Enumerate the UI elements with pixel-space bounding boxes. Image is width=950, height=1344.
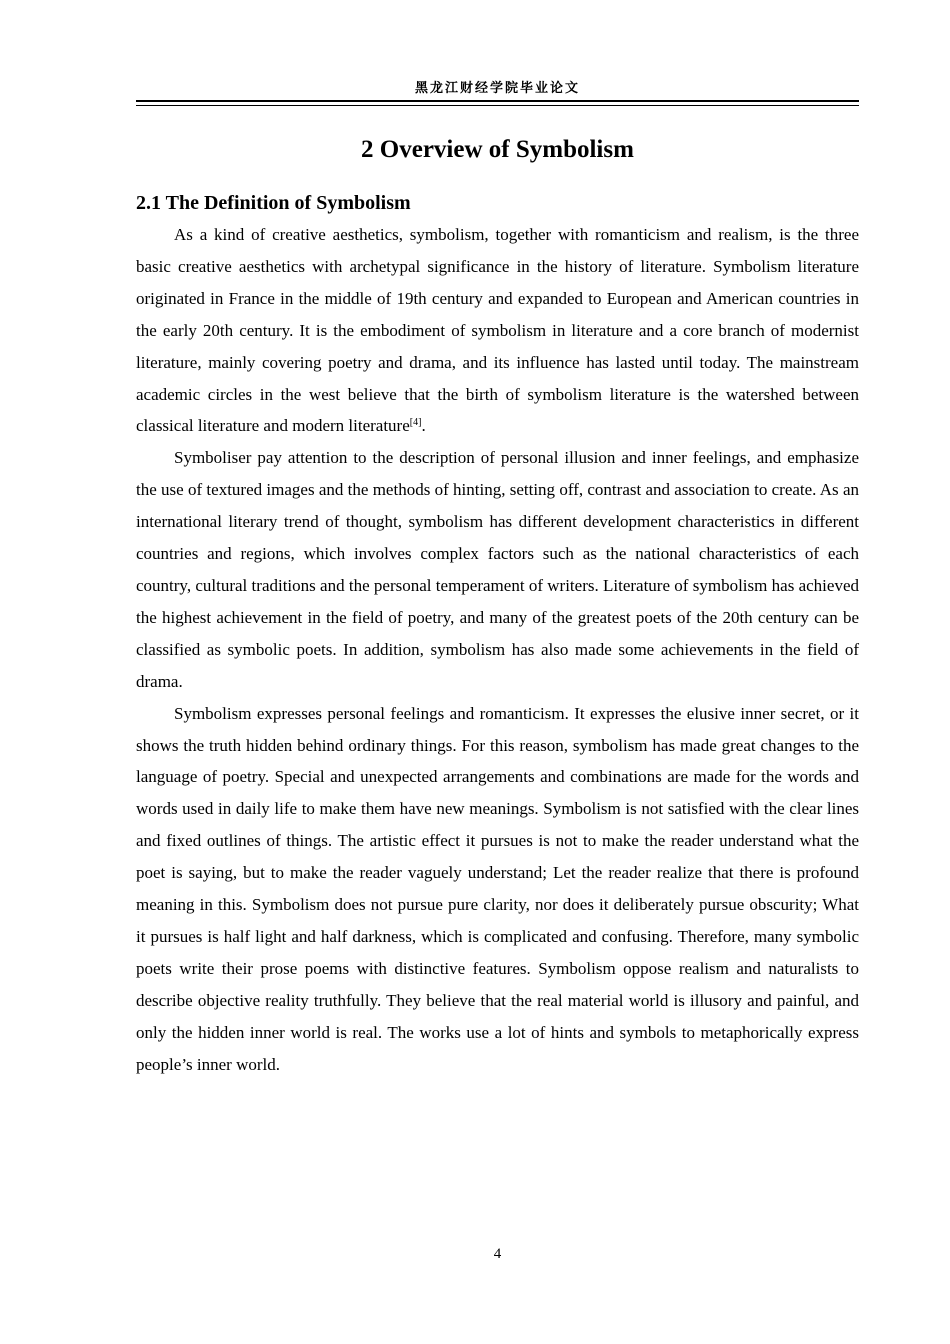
running-header: 黑龙江财经学院毕业论文 [414,81,580,96]
paragraph-3: Symbolism expresses personal feelings and romanticism. It expresses the elusive inner secret, or it shows the truth hidden behind ordinary things. For this reason, symbolism has made great changes to the language of poetry. Special and unexpected arrangements and combinations are made for the words and words used in daily life to make them have new meanings. Symbolism is not satisfied with the clear lines and fixed outlines of things. The artistic effect it pursues is not to make the reader understand what the poet is saying, but to make the reader vaguely understand; Let the reader realize that there is profound meaning in this. Symbolism does not pursue pure clarity, nor does it deliberately pursue obscurity; What it pursues is half light and half darkness, which is complicated and confusing. Therefore, many symbolic poets write their prose poems with distinctive features. Symbolism oppose realism and naturalists to describe objective reality truthfully. They believe that the real material world is illusory and painful, and only the hidden inner world is real. The works use a lot of hints and symbols to metaphorically express people’s inner world. [136,703,859,1074]
paragraph-1 [136,219,859,442]
page-number: 4 [493,1246,502,1262]
paragraph-1-text: As a kind of creative aesthetics, symbolism, together with romanticism and realism, is the three basic creative aesthetics with archetypal significance in the history of literature. Symbolism literature originated in France in the middle of 19th century and expanded to European and American countries in the early 20th century. It is the embodiment of symbolism in literature and a core branch of modernist literature, mainly covering poetry and drama, and its influence has lasted until today. The mainstream academic circles in the west believe that the birth of symbolism literature is the watershed between classical literature and modern literature [136,225,859,436]
section-title: 2.1 The Definition of Symbolism [136,192,411,214]
header-rule-thick [136,100,859,102]
header-rule-thin [136,105,859,106]
paragraph-1-end: . [421,416,426,436]
paragraph-2: Symboliser pay attention to the description of personal illusion and inner feelings, and emphasize the use of textured images and the methods of hinting, setting off, contrast and association to create. As an international literary trend of thought, symbolism has different development characteristics in different countries and regions, which involves complex factors such as the national characteristics of each country, cultural traditions and the personal temperament of writers. Literature of symbolism has achieved the highest achievement in the field of poetry, and many of the greatest poets of the 20th century can be classified as symbolic poets. In addition, symbolism has also made some achievements in the field of drama. [136,448,859,691]
citation-reference: [4] [409,417,422,429]
chapter-title: 2 Overview of Symbolism [361,136,634,163]
body-text [136,219,859,1080]
